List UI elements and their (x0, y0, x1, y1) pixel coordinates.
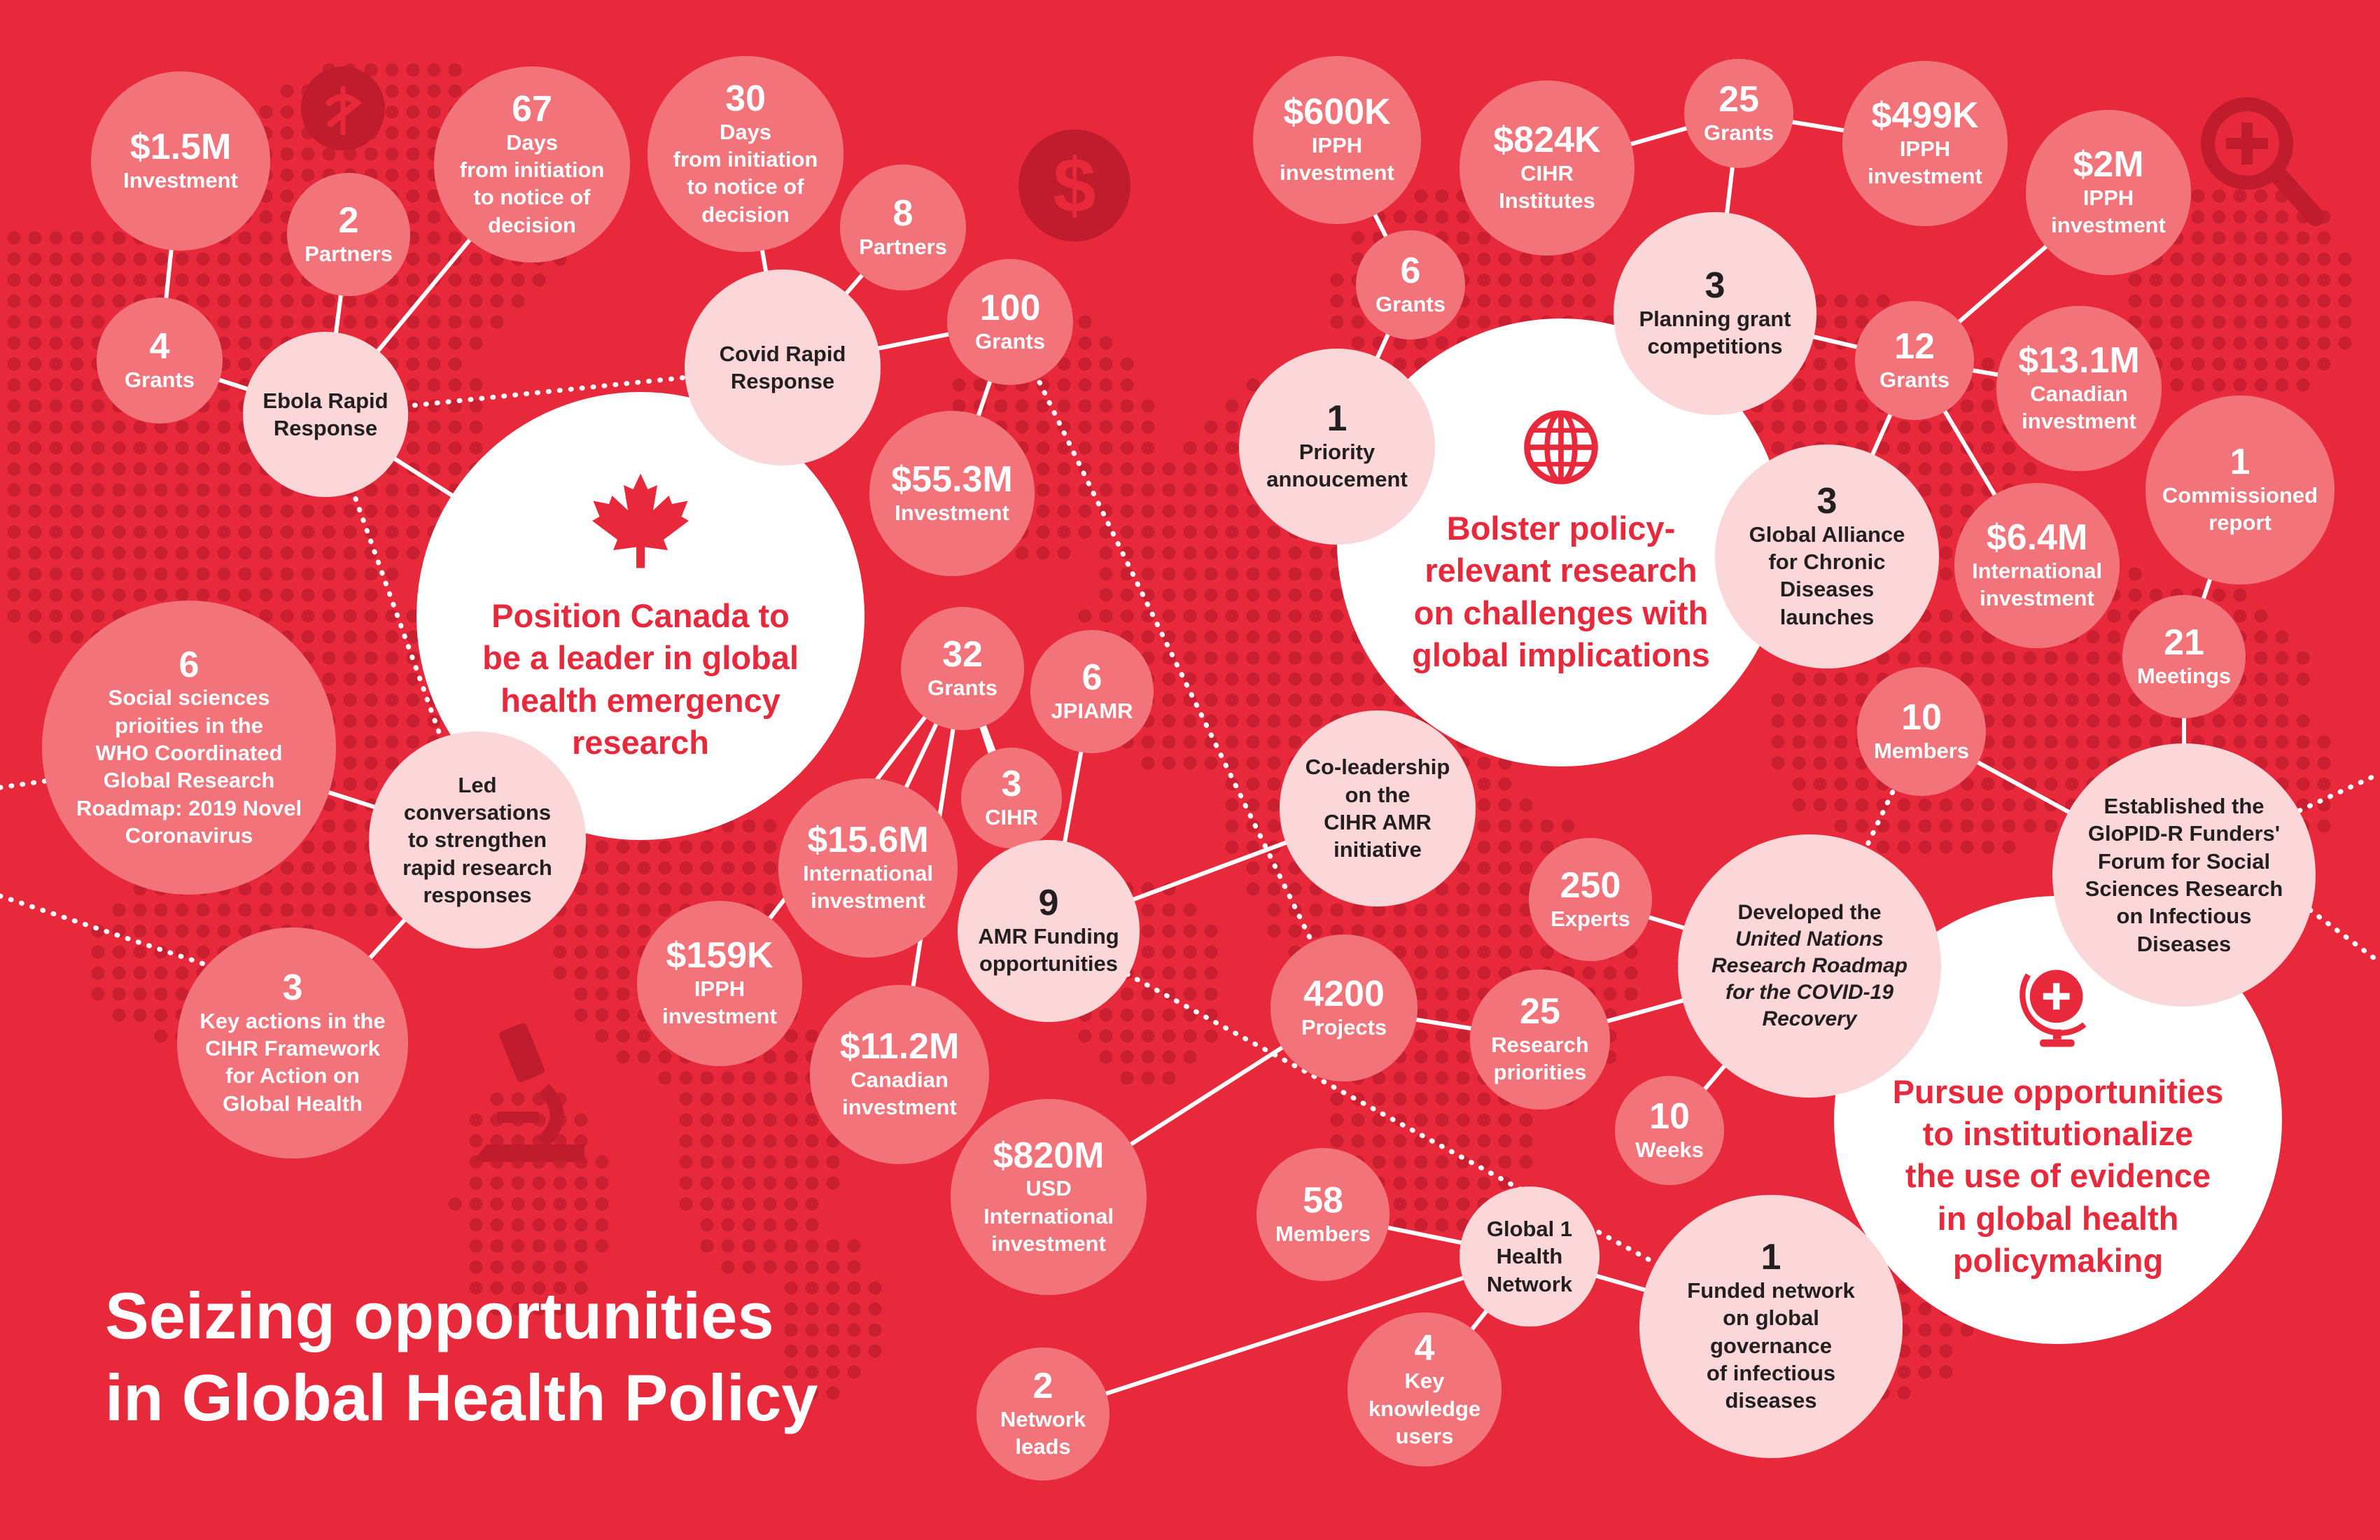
stat-value: 67 (512, 88, 552, 130)
stat-bubble-n4grants_a (97, 298, 223, 424)
dotted-connector (2310, 910, 2380, 962)
stat-label: IPPH investment (662, 976, 777, 1029)
microscope-icon (458, 1022, 592, 1166)
stat-value: $600K (1283, 92, 1391, 133)
stat-label: Led conversations to strengthen rapid research responses (402, 772, 552, 908)
stat-label: Developed the United Nations Research Roadmap for the COVID-19 Recovery (1711, 900, 1908, 1031)
stat-bubble-n2network (976, 1348, 1110, 1480)
stat-bubble-glopid (2052, 743, 2316, 1007)
stat-label: IPPH investment (1280, 132, 1394, 186)
stat-bubble-n159k (637, 901, 802, 1066)
stat-bubble-ebola (243, 332, 408, 497)
stat-bubble-n100 (947, 259, 1073, 385)
stat-label: Investment (123, 167, 238, 192)
stat-label: AMR Funding opportunities (978, 923, 1119, 976)
stat-bubble-n6grants (1356, 230, 1465, 340)
stat-label: Canadian investment (842, 1067, 957, 1120)
stat-label: Key knowledge users (1368, 1368, 1481, 1448)
stat-label: Social sciences prioities in the WHO Coordinated Global Research Roadmap: 2019 Novel Coronavirus (76, 685, 302, 848)
stat-value: 1 (2230, 442, 2250, 483)
stat-bubble-g1hn (1460, 1186, 1600, 1326)
stat-value: 25 (1520, 991, 1560, 1032)
stat-value: 6 (178, 644, 200, 685)
stat-value: 32 (942, 634, 983, 676)
stat-value: $15.6M (807, 820, 929, 861)
stat-label: Grants (125, 367, 195, 392)
hub-title: Bolster policy- relevant research on challenges with global implications (1412, 510, 1710, 673)
stat-value: $55.3M (891, 459, 1013, 500)
stat-bubble-coleader (1280, 710, 1476, 906)
stat-bubble-n1comm (2146, 396, 2334, 584)
stat-label: Funded network on global governance of infectious diseases (1687, 1278, 1855, 1413)
stat-bubble-n55m (869, 411, 1035, 576)
stat-value: $6.4M (1986, 517, 2088, 559)
stat-bubble-n1priority (1239, 349, 1435, 545)
page-title: Seizing opportunities in Global Health Policy (105, 1279, 818, 1434)
stat-bubble-n10members (1857, 667, 1986, 796)
globe-grid-icon (1522, 409, 1600, 489)
magnifier-plus-icon (2198, 94, 2324, 234)
stat-value: 100 (979, 288, 1041, 329)
stat-value: 2 (338, 200, 359, 241)
stat-bubble-n3gacd (1715, 444, 1939, 668)
stat-label: Experts (1550, 906, 1630, 931)
hub-title: Pursue opportunities to institutionalize the use of evidence in global health policymaking (1892, 1073, 2224, 1279)
stat-bubble-n58 (1256, 1148, 1390, 1281)
stat-bubble-n3cihr (961, 748, 1062, 848)
stat-value: 3 (1001, 764, 1022, 805)
stat-label: IPPH investment (2051, 185, 2166, 238)
stat-value: 3 (1816, 480, 1837, 522)
stat-value: $2M (2073, 144, 2144, 186)
stat-label: Ebola Rapid Response (262, 388, 388, 440)
stat-label: Commissioned report (2162, 482, 2318, 536)
stat-bubble-n9amr (958, 840, 1140, 1022)
stat-value: 1 (1326, 398, 1348, 440)
stat-label: Research priorities (1491, 1032, 1589, 1085)
stat-bubble-n25grants (1684, 59, 1793, 168)
stat-bubble-n11m (810, 985, 989, 1164)
stat-bubble-n21 (2122, 595, 2246, 718)
stat-value: 6 (1082, 657, 1102, 699)
stat-bubble-n6_4m (1954, 483, 2120, 648)
stat-label: Covid Rapid Response (719, 341, 846, 393)
stat-label: Grants (1376, 291, 1446, 316)
stat-bubble-n824k (1460, 80, 1634, 255)
stat-value: 12 (1894, 326, 1935, 368)
stat-label: Weeks (1635, 1137, 1704, 1162)
stat-value: 10 (1649, 1096, 1690, 1138)
stat-label: International investment (1971, 558, 2102, 611)
stat-value: 30 (725, 78, 766, 119)
stat-label: Projects (1301, 1014, 1387, 1040)
stat-bubble-n10weeks (1615, 1076, 1724, 1185)
stat-bubble-n13m (1996, 306, 2162, 471)
stat-bubble-n15m (778, 778, 958, 958)
stat-label: Meetings (2136, 663, 2232, 688)
stat-label: Grants (1704, 120, 1774, 145)
stat-bubble-n8partners (840, 164, 966, 290)
stat-bubble-n499k (1842, 61, 2008, 226)
stat-value: 3 (1704, 265, 1726, 307)
caduceus-icon (301, 66, 385, 150)
stat-value: 10 (1901, 697, 1942, 738)
stat-label: Partners (859, 234, 947, 259)
stat-label: Canadian investment (2022, 381, 2136, 434)
stat-label: Investment (895, 500, 1009, 525)
stat-label: Network leads (1000, 1406, 1086, 1460)
stat-label: Global 1 Health Network (1486, 1216, 1573, 1296)
stat-value: 8 (892, 193, 913, 234)
stat-value: $11.2M (839, 1026, 960, 1068)
stat-label: CIHR (985, 804, 1038, 830)
stat-label: Global Alliance for Chronic Diseases launches (1749, 522, 1905, 629)
stat-bubble-n1funded (1639, 1195, 1903, 1458)
stat-bubble-n4200 (1270, 934, 1418, 1082)
dotted-connector (2300, 774, 2380, 811)
stat-bubble-n2m (2026, 110, 2191, 275)
stat-value: $159K (666, 935, 774, 976)
stat-value: $820M (993, 1135, 1105, 1176)
stat-value: $1.5M (130, 127, 232, 168)
stat-label: Grants (975, 328, 1045, 354)
stat-label: Co-leadership on the CIHR AMR initiative (1305, 755, 1450, 862)
stat-label: Planning grant competitions (1639, 306, 1791, 359)
globe-plus-icon (2016, 958, 2100, 1053)
stat-bubble-n3key (177, 927, 408, 1158)
stat-label: Days from initiation to notice of decision (673, 119, 818, 227)
stat-bubble-n600k (1253, 56, 1421, 224)
stat-bubble-n1_5m (91, 71, 270, 251)
stat-label: CIHR Institutes (1499, 160, 1595, 214)
stat-bubble-n250 (1529, 838, 1652, 961)
dotted-connector (0, 896, 210, 966)
dollar-icon (1018, 130, 1130, 241)
stat-value: 21 (2164, 622, 2204, 664)
stat-value: 4 (1414, 1327, 1435, 1368)
stat-value: $499K (1871, 95, 1979, 136)
stat-label: Members (1873, 738, 1970, 763)
stat-bubble-un (1678, 834, 1941, 1098)
stat-label: JPIAMR (1051, 698, 1133, 723)
stat-bubble-n6jpiamr (1030, 630, 1154, 753)
stat-bubble-n3planning (1614, 212, 1816, 415)
stat-bubble-n4key (1348, 1312, 1502, 1466)
stat-bubble-n6who (42, 601, 336, 895)
stat-value: 6 (1400, 251, 1421, 292)
stat-value: 4200 (1303, 974, 1385, 1015)
stat-label: Partners (304, 241, 393, 266)
stat-label: IPPH investment (1868, 136, 1982, 189)
stat-bubble-covid (685, 270, 881, 465)
stat-label: International investment (802, 860, 933, 913)
stat-label: USD International investment (983, 1176, 1114, 1256)
stat-label: Days from initiation to notice of decision (459, 130, 605, 237)
stat-bubble-n25res (1470, 969, 1610, 1110)
stat-bubble-n67 (434, 66, 630, 262)
stat-value: 2 (1032, 1366, 1054, 1407)
stat-bubble-n2partners (287, 173, 410, 296)
stat-label: Established the GloPID-R Funders' Forum for Social Sciences Research on Infectious Diseases (2085, 793, 2283, 956)
stat-value: 250 (1560, 865, 1621, 906)
stat-bubble-n12grants (1855, 301, 1974, 420)
stat-value: 25 (1718, 79, 1759, 120)
stat-bubble-n30 (648, 56, 844, 252)
hub-title: Position Canada to be a leader in global health emergency research (482, 597, 799, 761)
stat-label: Members (1275, 1221, 1371, 1246)
stat-value: 4 (149, 326, 170, 368)
stat-value: 1 (1760, 1237, 1782, 1278)
stat-label: Priority annoucement (1266, 439, 1408, 492)
stat-value: 9 (1038, 883, 1059, 924)
stat-value: 58 (1303, 1180, 1343, 1222)
stat-bubble-n820m (951, 1099, 1147, 1295)
stat-value: 3 (282, 967, 303, 1008)
stat-label: Grants (927, 675, 997, 700)
stat-value: $13.1M (2018, 340, 2140, 382)
stat-label: Grants (1879, 367, 1949, 392)
svg-text:$: $ (1053, 143, 1096, 229)
stat-value: $824K (1493, 120, 1601, 161)
stat-bubble-led (369, 732, 586, 948)
stat-bubble-n32 (901, 607, 1024, 730)
stat-label: Key actions in the CIHR Framework for Action on Global Health (200, 1008, 386, 1116)
maple-leaf-icon (588, 468, 693, 577)
